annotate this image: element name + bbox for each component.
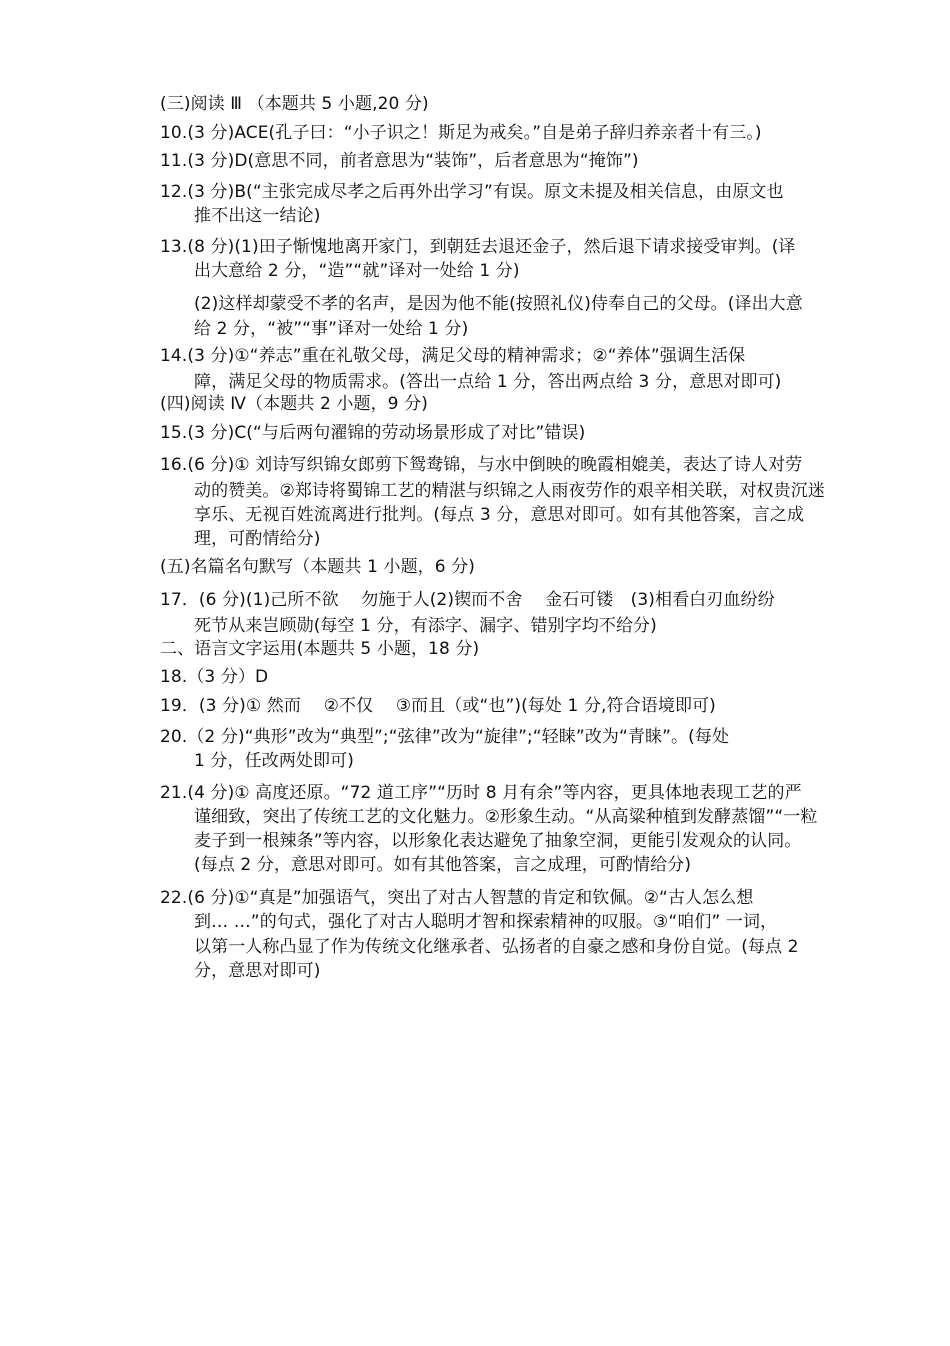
answer-16-line-1: 16.(6 分)① 刘诗写织锦女郎剪下鸳鸯锦，与水中倒映的晚霞相媲美，表达了诗人对劳 <box>160 455 803 475</box>
answer-21-line-4: (每点 2 分，意思对即可。如有其他答案，言之成理，可酌情给分) <box>194 855 692 875</box>
answer-14-line-2: 障，满足父母的物质需求。(答出一点给 1 分，答出两点给 3 分，意思对即可) <box>194 372 782 392</box>
section-heading-reading-4: (四)阅读 Ⅳ（本题共 2 小题，9 分) <box>160 394 428 414</box>
answer-14-line-1: 14.(3 分)①“养志”重在礼敬父母，满足父母的精神需求；②“养体”强调生活保 <box>160 346 746 366</box>
answer-22-line-3: 以第一人称凸显了作为传统文化继承者、弘扬者的自豪之感和身份自觉。(每点 2 <box>194 937 799 957</box>
answer-18: 18.（3 分）D <box>160 667 269 687</box>
answer-13-line-3: (2)这样却蒙受不孝的名声，是因为他不能(按照礼仪)侍奉自己的父母。(译出大意 <box>194 294 803 314</box>
section-heading-reading-3: (三)阅读 Ⅲ （本题共 5 小题,20 分) <box>160 94 429 114</box>
answer-22-line-2: 到… …”的句式，强化了对古人聪明才智和探索精神的叹服。③“咱们” 一词， <box>194 912 778 932</box>
answer-16-line-3: 享乐、无视百姓流离进行批判。(每点 3 分，意思对即可。如有其他答案，言之成 <box>194 505 805 525</box>
answer-22-line-1: 22.(6 分)①“真是”加强语气，突出了对古人智慧的肯定和钦佩。②“古人怎么想 <box>160 888 754 908</box>
answer-19: 19．(3 分)① 然而 ②不仅 ③而且（或“也”)(每处 1 分,符合语境即可) <box>160 696 716 716</box>
answer-13-line-4: 给 2 分，“被”“事”译对一处给 1 分) <box>194 319 469 339</box>
answer-21-line-1: 21.(4 分)① 高度还原。“72 道工序”“历时 8 月有余”等内容，更具体地表现工艺的严 <box>160 783 802 803</box>
section-heading-memorization: (五)名篇名句默写（本题共 1 小题，6 分) <box>160 557 476 577</box>
answer-16-line-4: 理，可酌情给分) <box>194 529 321 549</box>
answer-21-line-3: 麦子到一根辣条”等内容，以形象化表达避免了抽象空洞，更能引发观众的认同。 <box>194 831 802 851</box>
answer-20-line-2: 1 分，任改两处即可) <box>194 751 354 771</box>
answer-20-line-1: 20.（2 分)“典形”改为“典型”;“弦律”改为“旋律”;“轻睐”改为“青睐”。(每处 <box>160 727 730 747</box>
answer-13-line-1: 13.(8 分)(1)田子惭愧地离开家门，到朝廷去退还金子，然后退下请求接受审判。(译 <box>160 237 796 257</box>
answer-10: 10.(3 分)ACE(孔子曰：“小子识之！斯足为戒矣。”自是弟子辞归养亲者十有三。) <box>160 123 762 143</box>
answer-16-line-2: 动的赞美。②郑诗将蜀锦工艺的精湛与织锦之人雨夜劳作的艰辛相关联，对权贵沉迷 <box>194 481 825 501</box>
answer-17-line-2: 死节从来岂顾勋(每空 1 分，有添字、漏字、错别字均不给分) <box>194 616 657 636</box>
answer-12-line-1: 12.(3 分)B(“主张完成尽孝之后再外出学习”有误。原文未提及相关信息，由原文也 <box>160 182 784 202</box>
answer-17-line-1: 17．(6 分)(1)己所不欲 勿施于人(2)锲而不舍 金石可镂 (3)相看白刃血纷纷 <box>160 590 775 610</box>
answer-15: 15.(3 分)C(“与后两句濯锦的劳动场景形成了对比”错误) <box>160 423 586 443</box>
answer-21-line-2: 谨细致，突出了传统工艺的文化魅力。②形象生动。“从高粱种植到发酵蒸馏”“一粒 <box>194 807 818 827</box>
answer-12-line-2: 推不出这一结论) <box>194 206 321 226</box>
answer-11: 11.(3 分)D(意思不同，前者意思为“装饰”，后者意思为“掩饰”) <box>160 151 639 171</box>
answer-13-line-2: 出大意给 2 分，“造”“就”译对一处给 1 分) <box>194 261 520 281</box>
section-heading-language-use: 二、语言文字运用(本题共 5 小题，18 分) <box>160 639 480 659</box>
answer-22-line-4: 分，意思对即可) <box>194 961 321 981</box>
